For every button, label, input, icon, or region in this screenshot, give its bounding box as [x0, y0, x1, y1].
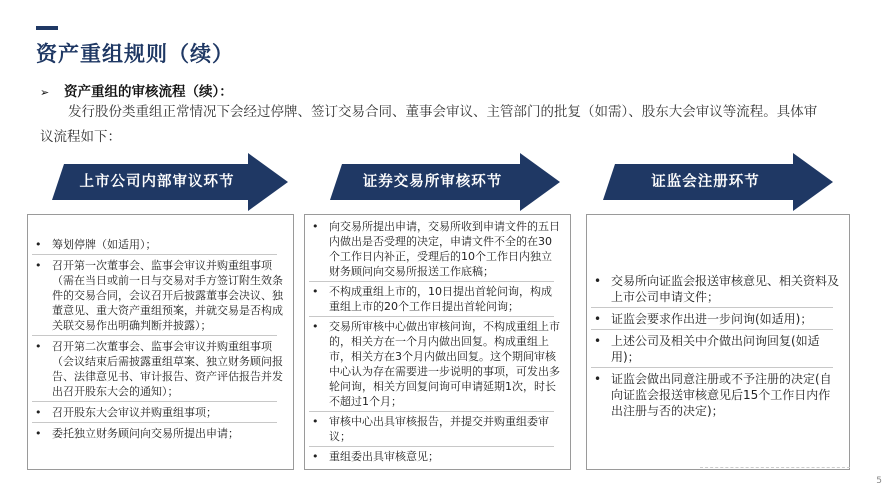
footer-divider — [700, 467, 850, 468]
bullet-dot-icon: • — [594, 312, 602, 326]
section-subheading — [40, 80, 233, 100]
stage-box-internal-review — [27, 214, 294, 470]
arrow-bullet-icon: ➢ — [40, 86, 50, 99]
subheading-text: 资产重组的审核流程（续）： — [64, 84, 233, 100]
stage-arrow-csrc-registration — [603, 153, 835, 211]
list-item: • 交易所向证监会报送审核意见、相关资料及上市公司申请文件； — [587, 273, 839, 305]
list-item: • 重组委出具审核意见； — [312, 450, 439, 463]
bullet-dot-icon: • — [35, 427, 42, 440]
bullet-dot-icon: • — [594, 372, 602, 386]
stage-label: 上市公司内部审议环节 — [79, 174, 235, 190]
list-item: • 审核中心出具审核报告，并提交并购重组委审议； — [305, 414, 560, 444]
intro-paragraph: 发行股份类重组正常情况下会经过停牌、签订交易合同、董事会审议、主管部门的批复（如需）、股东大会审议等流程。具体审议流程如下： — [40, 104, 818, 145]
bullet-dot-icon: • — [594, 334, 602, 348]
stage-arrow-exchange-review — [330, 153, 562, 211]
bullet-dot-icon: • — [35, 259, 42, 272]
stage-label: 证监会注册环节 — [651, 174, 760, 190]
bullet-dot-icon: • — [312, 450, 319, 463]
bullet-dot-icon: • — [35, 406, 42, 419]
step-list — [305, 215, 570, 464]
list-item: • 上述公司及相关中介做出问询回复(如适用)； — [587, 333, 839, 365]
stage-box-csrc-registration — [586, 214, 850, 470]
stage-box-exchange-review — [304, 214, 571, 470]
bullet-dot-icon: • — [35, 340, 42, 353]
bullet-dot-icon: • — [312, 220, 319, 233]
page-title: 资产重组规则（续） — [36, 42, 234, 66]
bullet-dot-icon: • — [594, 274, 602, 288]
stage-label: 证券交易所审核环节 — [362, 174, 503, 190]
title-accent-bar — [36, 26, 58, 30]
list-item: • 证监会要求作出进一步问询(如适用)； — [587, 311, 839, 327]
page-number: 5 — [876, 476, 882, 486]
list-item: • 证监会做出同意注册或不予注册的决定(自向证监会报送审核意见后15个工作日内作出注册与否的决定)； — [594, 372, 832, 418]
list-item: • 委托独立财务顾问向交易所提出申请； — [35, 427, 239, 440]
list-item: • 交易所审核中心做出审核问询，不构成重组上市的，相关方在一个月内做出回复。构成重组上市，相关方在3个月内做出回复。这个期间审核中心认为存在需要进一步说明的事项，可发出多轮问询，相关方回复问询可申请延期1次，时长不超过1个月； — [305, 319, 560, 409]
step-list — [28, 215, 293, 441]
list-item: • 筹划停牌（如适用）； — [28, 237, 283, 252]
bullet-dot-icon: • — [35, 238, 42, 251]
list-item: • 向交易所提出申请，交易所收到申请文件的五日内做出是否受理的决定，申请文件不全的在30个工作日内补正，受理后的10个工作日内独立财务顾问向交易所报送工作底稿； — [305, 219, 560, 279]
bullet-dot-icon: • — [312, 320, 319, 333]
list-item: • 召开股东大会审议并购重组事项； — [28, 405, 283, 420]
step-list — [587, 215, 849, 419]
bullet-dot-icon: • — [312, 285, 319, 298]
list-item: • 召开第二次董事会、监事会审议并购重组事项（会议结束后需披露重组草案、独立财务顾问报告、法律意见书、审计报告、资产评估报告并发出召开股东大会的通知）； — [28, 339, 283, 399]
bullet-dot-icon: • — [312, 415, 319, 428]
list-item: • 召开第一次董事会、监事会审议并购重组事项（需在当日或前一日与交易对手方签订附生效条件的交易合同，会议召开后披露董事会决议、独董意见、重大资产重组预案，并就交易是否构成关联交易作出明确判断并披露）； — [28, 258, 283, 333]
list-item: • 不构成重组上市的，10日提出首轮问询，构成重组上市的20个工作日提出首轮问询； — [305, 284, 560, 314]
stage-arrow-internal-review — [52, 153, 290, 211]
